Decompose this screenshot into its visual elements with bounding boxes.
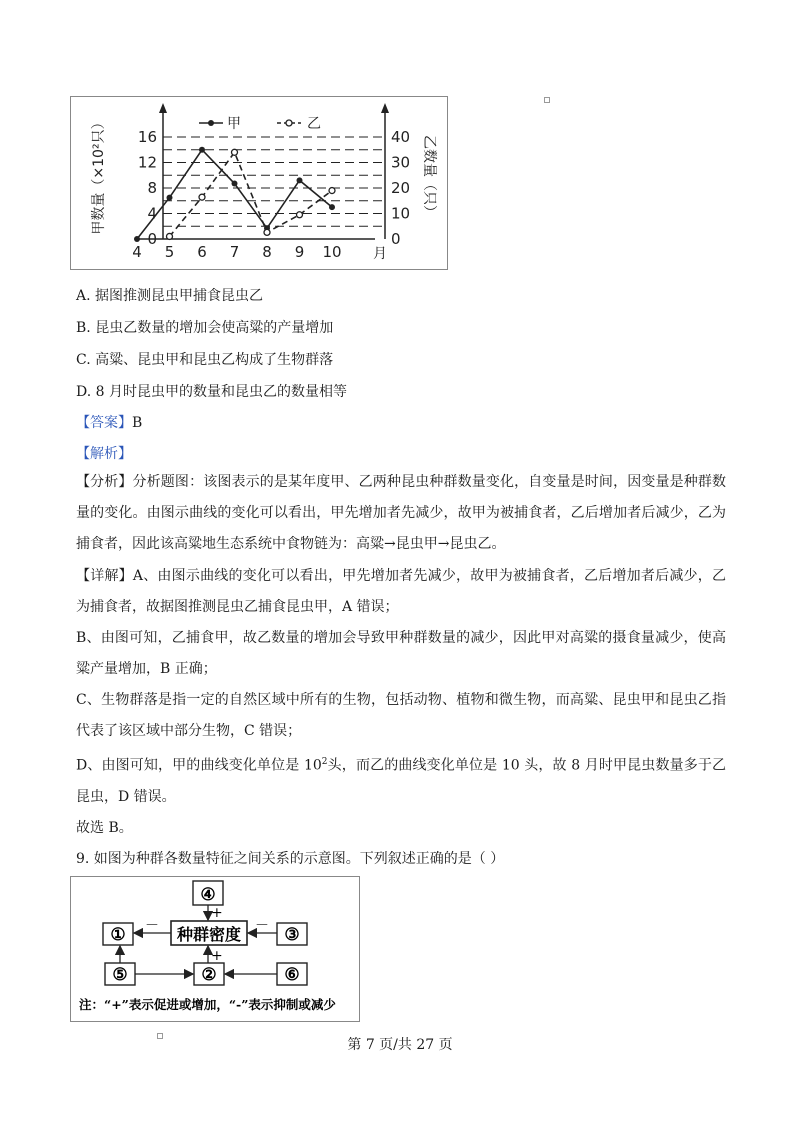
answer-tag: 【答案】 — [76, 415, 132, 431]
right-tick-label: 40 — [391, 128, 411, 146]
x-tick-label: 7 — [229, 243, 240, 261]
population-line-chart — [71, 97, 447, 269]
page-marker — [544, 97, 550, 103]
legend-yi-label: 乙 — [307, 116, 321, 132]
x-tick-label: 4 — [132, 243, 142, 261]
series-yi-line — [170, 152, 333, 236]
left-axis-arrow-icon — [159, 103, 167, 113]
sign-plus-bottom: + — [211, 948, 223, 964]
option-b: B. 昆虫乙数量的增加会使高粱的产量增加 — [76, 320, 334, 336]
detail-d-text: D、由图可知，甲的曲线变化单位是 10 — [76, 757, 322, 774]
option-a: A. 据图推测昆虫甲捕食昆虫乙 — [76, 288, 264, 304]
right-tick-label: 20 — [391, 179, 411, 197]
series-yi-point — [329, 188, 335, 194]
x-axis-unit-label: 月 — [373, 246, 387, 262]
detail-d-superscript: 2 — [321, 757, 328, 767]
option-d: D. 8 月时昆虫甲的数量和昆虫乙的数量相等 — [76, 384, 347, 400]
population-feature-diagram — [70, 876, 360, 1022]
right-tick-label: 30 — [391, 153, 411, 172]
x-tick-label: 8 — [262, 243, 272, 261]
series-jia-point — [232, 181, 238, 187]
series-jia-point — [297, 177, 303, 183]
series-jia-point — [199, 147, 205, 153]
series-yi-point — [232, 149, 238, 155]
right-tick-label: 0 — [391, 230, 401, 248]
legend-jia-label: 甲 — [227, 116, 241, 132]
x-tick-label: 10 — [322, 243, 342, 261]
answer-value: B — [132, 415, 143, 431]
legend-yi-marker — [286, 120, 292, 126]
answer-line — [76, 413, 142, 433]
right-axis-title: 乙数量（只） — [421, 135, 437, 219]
sign-plus-top: + — [211, 905, 223, 921]
left-tick-label: 16 — [137, 128, 157, 146]
left-tick-label: 8 — [147, 179, 157, 197]
diagram-note: 注：“+”表示促进或增加，“-”表示抑制或减少 — [79, 997, 336, 1012]
series-yi-point — [264, 229, 270, 235]
series-jia-point — [329, 204, 335, 210]
detail-c-paragraph: C、生物群落是指一定的自然区域中所有的生物，包括动物、植物和微生物，而高粱、昆虫甲和昆虫乙指代表了该区域中部分生物，C 错误； — [76, 692, 726, 739]
option-c: C. 高粱、昆虫甲和昆虫乙构成了生物群落 — [76, 352, 334, 368]
left-axis-title: 甲数量（×10²只） — [91, 115, 107, 235]
series-jia-point — [167, 195, 173, 201]
series-yi-point — [199, 194, 205, 200]
right-axis-arrow-icon — [381, 103, 389, 113]
page-footer: 第 7 页/共 27 页 — [347, 1037, 453, 1053]
x-tick-label: 5 — [164, 243, 175, 261]
x-tick-label: 6 — [197, 243, 207, 261]
detail-paragraph: 【详解】A、由图示曲线的变化可以看出，甲先增加者先减少，故甲为被捕食者，乙后增加者后减少，乙为捕食者，故据图推测昆虫乙捕食昆虫甲，A 错误； — [76, 568, 726, 615]
left-tick-label: 4 — [147, 204, 157, 223]
conclusion-line: 故选 B。 — [76, 820, 133, 836]
analysis-paragraph: 【分析】分析题图：该图表示的是某年度甲、乙两种昆虫种群数量变化，自变量是时间，因变量是种群数量的变化。由图示曲线的变化可以看出，甲先增加者先减少，故甲为被捕食者，乙后增加者后减少，乙为捕食者，因此该高粱地生态系统中食物链为：高粱→昆虫甲→昆虫乙。 — [76, 474, 726, 552]
question-9-stem: 9. 如图为种群各数量特征之间关系的示意图。下列叙述正确的是（ ） — [76, 851, 505, 867]
left-tick-label: 0 — [147, 230, 157, 248]
node-3-label: ③ — [284, 925, 300, 945]
node-2-label: ② — [201, 965, 217, 985]
diagram-canvas — [71, 877, 359, 1021]
node-1-label: ① — [110, 925, 126, 945]
analysis-tag: 【解析】 — [76, 446, 132, 462]
left-tick-label: 12 — [137, 153, 157, 172]
detail-b-paragraph: B、由图可知，乙捕食甲，故乙数量的增加会导致甲种群数量的减少，因此甲对高粱的摄食量减少，使高粱产量增加，B 正确； — [76, 630, 726, 677]
detail-d-paragraph — [76, 747, 726, 813]
node-5-label: ⑤ — [112, 965, 128, 985]
sign-minus-left: － — [145, 918, 159, 934]
population-density-label: 种群密度 — [176, 925, 242, 944]
legend-jia-marker — [208, 120, 214, 126]
series-jia-point — [134, 236, 140, 242]
node-4-label: ④ — [200, 885, 216, 905]
population-chart-frame — [70, 96, 448, 270]
series-yi-point — [167, 233, 173, 239]
node-6-label: ⑥ — [284, 965, 300, 985]
detail-d-text-rest: 头，而乙的曲线变化单位是 10 头，故 8 月时甲昆虫数量多于乙昆虫，D 错误。 — [76, 757, 726, 805]
series-yi-point — [297, 212, 303, 218]
sign-minus-right: － — [255, 918, 269, 934]
series-jia-line — [137, 150, 332, 239]
x-tick-label: 9 — [294, 243, 305, 261]
right-tick-label: 10 — [391, 204, 411, 223]
